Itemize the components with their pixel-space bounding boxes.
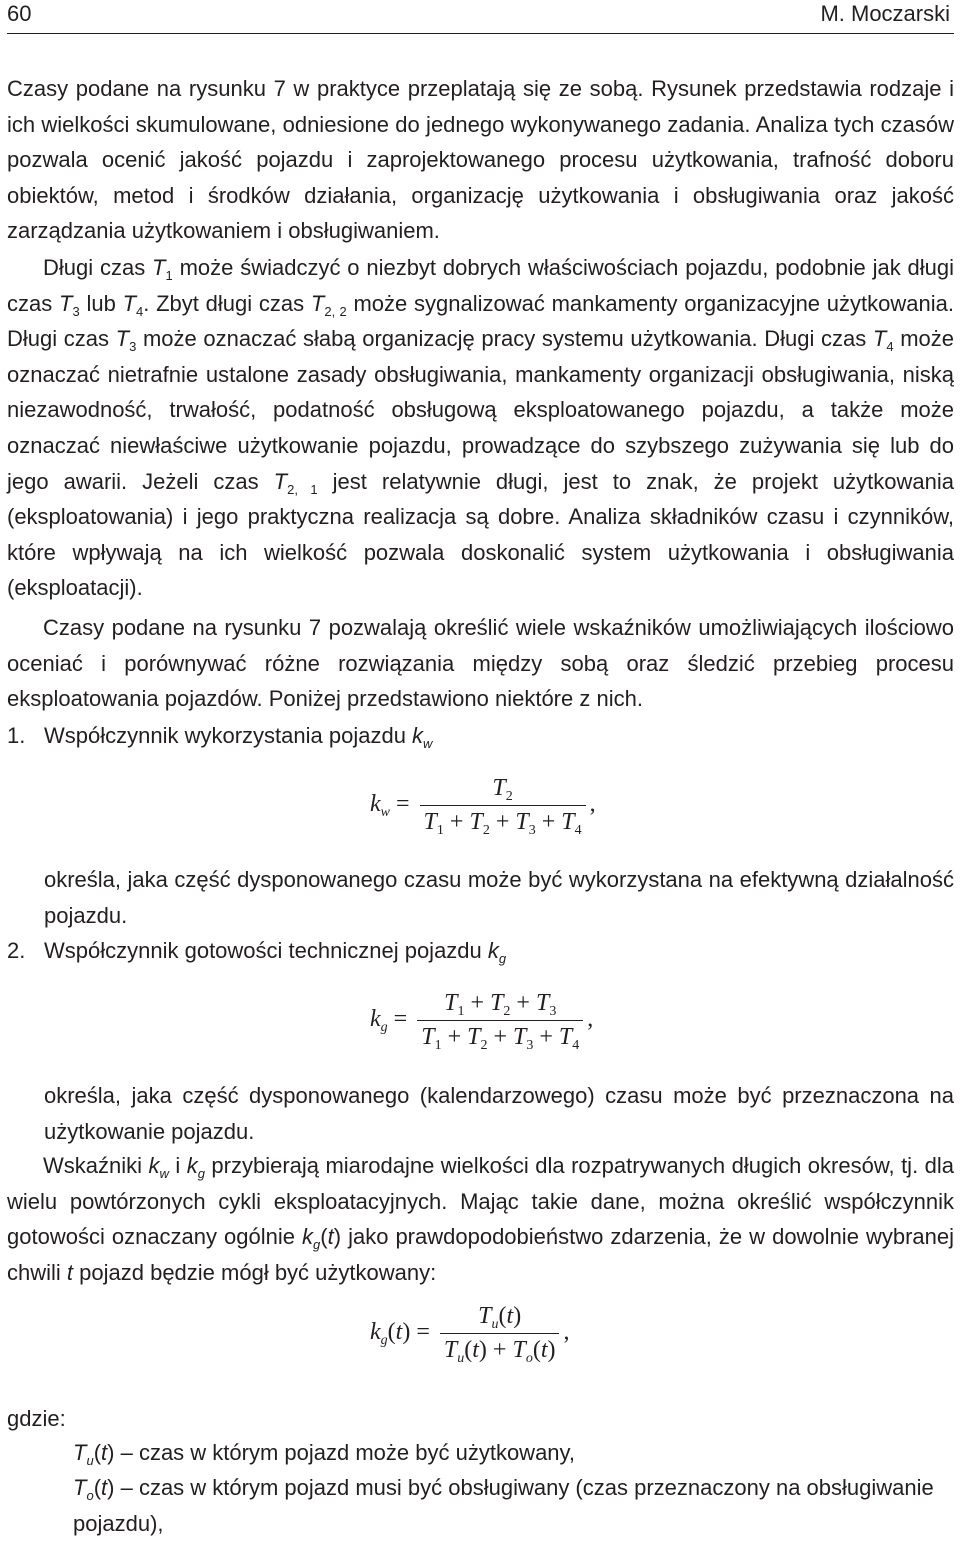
paragraph-4: Wskaźniki $k_w$ i $k_g$ przybierają miarodajne wielkości dla rozpatrywanych długich okresów, tj. dla wielu powtórzonych cykli eksploatacyjnych. Mając takie dane, można określić współczynnik gotowości oznaczany ogólnie $k_g(t)$ jako prawdopodobieństwo zdarzenia, że w dowolnie wybranej chwili t pojazd będzie mógł być użytkowany: xyxy=(7,1153,955,1285)
paragraph-2: Długi czas $T_1$ może świadczyć o niezbyt dobrych właściwościach pojazdu, podobnie jak długi czas $T_3$ lub $T_4$. Zbyt długi czas $T_{2, 2}$ może sygnalizować mankamenty organizacyjne użytkowania. Długi czas $T_3$ może oznaczać słabą organizację pracy systemu użytkowania. Długi czas $T_4$ może oznaczać nietrafnie ustalone zasady obsługiwania, mankamenty organizacji obsługiwania, niską niezawodność, trwałość, podatność obsługową eksploatowanego pojazdu, a także może oznaczać niewłaściwe użytkowanie pojazdu, prowadzące do szybszego zużywania się lub do jego awarii. Jeżeli czas $T_{2, 1}$ jest relatywnie długi, jest to znak, że projekt użytkowania (eksploatowania) i jego praktyczna realizacja są dobre. Analiza składników czasu i czynników, które wpływają na ich wielkość pozwala doskonalić system użytkowania i obsługiwania (eksploatacji). xyxy=(7,255,955,601)
list-item-1-heading: 1. Współczynnik wykorzystania pojazdu $k_w$ xyxy=(7,723,433,751)
paragraph-3: Czasy podane na rysunku 7 pozwalają określić wiele wskaźników umożliwiających ilościowo oceniać i porównywać różne rozwiązania między sobą oraz śledzić przebieg procesu eksploatowania pojazdów. Poniżej przedstawiono niektóre z nich. xyxy=(7,615,954,712)
formula-kw: $k_w$ = $\frac{T_2}{T_1 + T_2 + T_3 + T_4}$ , xyxy=(370,775,596,838)
page-header xyxy=(0,0,960,40)
header-rule xyxy=(7,33,954,34)
paragraph-1: Czasy podane na rysunku 7 w praktyce przeplatają się ze sobą. Rysunek przedstawia rodzaje i ich wielkości skumulowane, odniesione do jednego wykonywanego zadania. Analiza tych czasów pozwala ocenić jakość pojazdu i zaprojektowanego procesu użytkowania, trafność doboru obiektów, metod i środków działania, organizację użytkowania i obsługiwania oraz jakość zarządzania użytkowaniem i obsługiwaniem. xyxy=(7,76,954,244)
formula-kg-t: $k_g(t)$ = $\frac{T_u(t)}{T_u(t) + T_o(t)}$ , xyxy=(370,1303,570,1366)
list-item-1-description: określa, jaka część dysponowanego czasu może być wykorzystana na efektywną działalność pojazdu. xyxy=(44,867,954,928)
list-item-2-heading: 2. Współczynnik gotowości technicznej pojazdu $k_g$ xyxy=(7,938,507,966)
running-head-author: M. Moczarski xyxy=(820,1,950,26)
definition-tu: $T_u(t)$ – czas w którym pojazd może być użytkowany, xyxy=(73,1440,576,1468)
where-label: gdzie: xyxy=(7,1406,66,1431)
page-number: 60 xyxy=(7,1,32,26)
formula-kg: $k_g$ = $\frac{T_1 + T_2 + T_3}{T_1 + T_2 + T_3 + T_4}$ , xyxy=(370,990,594,1053)
definition-to: $T_o(t)$ – czas w którym pojazd musi być obsługiwany (czas przeznaczony na obsługiwanie pojazdu), xyxy=(73,1475,934,1536)
list-item-2-description: określa, jaka część dysponowanego (kalendarzowego) czasu może być przeznaczona na użytkowanie pojazdu. xyxy=(44,1083,954,1144)
